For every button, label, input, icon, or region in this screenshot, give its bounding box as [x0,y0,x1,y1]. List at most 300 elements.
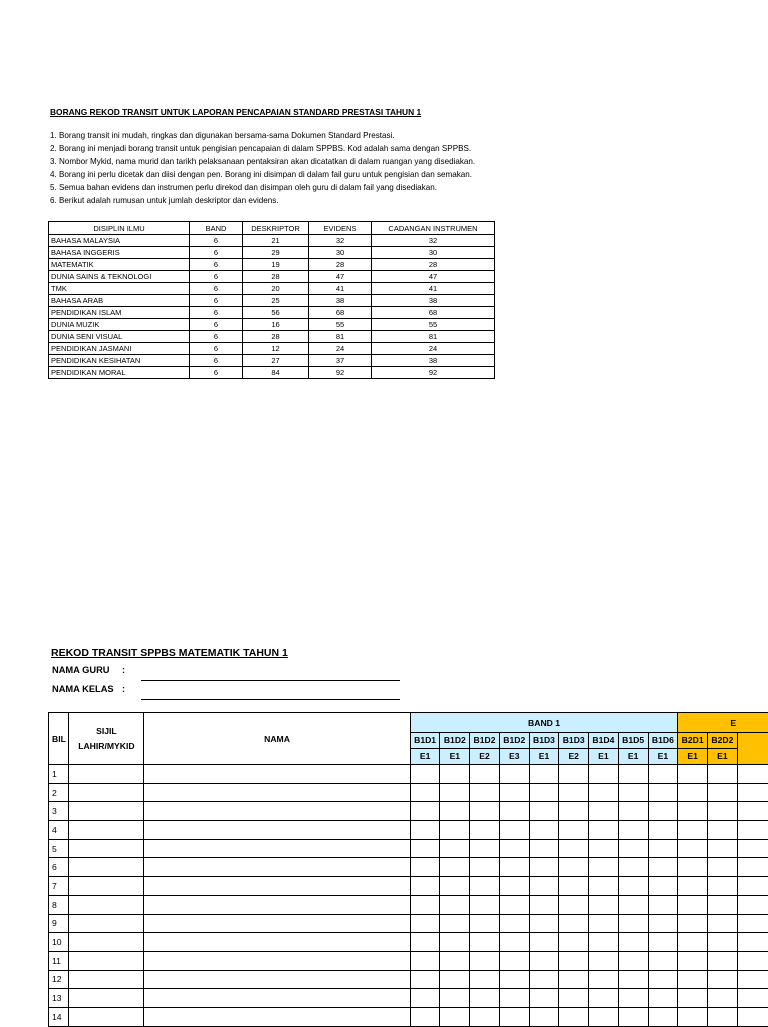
evidence-cell[interactable] [618,970,648,989]
evidence-cell[interactable] [589,1007,619,1026]
evidence-cell[interactable] [440,1007,470,1026]
table-row [49,765,768,784]
value-cell: 28 [243,331,309,343]
row-number: 9 [49,914,69,933]
evidence-cell[interactable] [708,989,738,1008]
evidence-cell[interactable] [618,802,648,821]
evidence-cell[interactable] [410,821,440,840]
mykid-cell[interactable] [69,1007,144,1026]
evidence-cell[interactable] [410,839,440,858]
mykid-cell[interactable] [69,802,144,821]
nama-cell[interactable] [144,802,410,821]
row-number: 10 [49,933,69,952]
evidence-cell[interactable] [648,802,678,821]
evidence-cell[interactable] [410,783,440,802]
evidence-cell[interactable] [678,970,708,989]
nama-cell[interactable] [144,877,410,896]
table-row [49,933,768,952]
evidence-cell[interactable] [708,914,738,933]
evidence-cell[interactable] [589,914,619,933]
evidence-cell[interactable] [648,970,678,989]
evidence-cell[interactable] [737,783,768,802]
teacher-name-row [52,665,110,675]
table-row [49,914,768,933]
instruction-line: 4. Borang ini perlu dicetak dan diisi dengan pen. Borang ini disimpan di dalam fail guru untuk pengisian dan semakan. [50,169,590,182]
evidence-cell[interactable] [529,839,559,858]
row-number: 8 [49,895,69,914]
evidence-cell[interactable] [708,933,738,952]
mykid-cell[interactable] [69,783,144,802]
table-row [49,877,768,896]
table-row [49,1007,768,1026]
mykid-cell[interactable] [69,989,144,1008]
evidence-cell[interactable] [410,989,440,1008]
value-cell: 47 [372,271,495,283]
evidence-cell[interactable] [499,933,529,952]
nama-cell[interactable] [144,914,410,933]
evidence-cell[interactable] [708,802,738,821]
evidence-cell[interactable] [440,951,470,970]
evidence-cell[interactable] [618,839,648,858]
evidence-cell[interactable] [737,821,768,840]
table-row [49,271,495,283]
evidence-cell[interactable] [499,839,529,858]
evidence-cell[interactable] [559,1007,589,1026]
evidence-cell[interactable] [470,877,500,896]
evidence-cell[interactable] [470,858,500,877]
descriptor-code: B1D6 [649,733,678,749]
descriptor-code-header [499,733,529,765]
evidence-cell[interactable] [737,802,768,821]
evidence-cell[interactable] [470,765,500,784]
table-row [49,951,768,970]
evidence-cell[interactable] [737,933,768,952]
evidence-cell[interactable] [678,914,708,933]
evidence-cell[interactable] [410,858,440,877]
evidence-cell[interactable] [678,783,708,802]
evidence-cell[interactable] [589,895,619,914]
evidence-code: E1 [589,749,618,764]
evidence-cell[interactable] [440,914,470,933]
evidence-cell[interactable] [648,821,678,840]
evidence-cell[interactable] [410,765,440,784]
evidence-cell[interactable] [470,914,500,933]
evidence-cell[interactable] [410,802,440,821]
subject-cell: PENDIDIKAN ISLAM [49,307,190,319]
evidence-cell[interactable] [737,858,768,877]
evidence-cell[interactable] [470,802,500,821]
value-cell: 6 [190,247,243,259]
evidence-cell[interactable] [648,895,678,914]
evidence-cell[interactable] [499,802,529,821]
evidence-cell[interactable] [678,895,708,914]
evidence-cell[interactable] [589,839,619,858]
value-cell: 6 [190,343,243,355]
evidence-cell[interactable] [440,839,470,858]
evidence-cell[interactable] [529,802,559,821]
value-cell: 55 [372,319,495,331]
value-cell: 6 [190,259,243,271]
evidence-cell[interactable] [618,895,648,914]
evidence-cell[interactable] [499,970,529,989]
row-number: 12 [49,970,69,989]
descriptor-code: B1D2 [440,733,469,749]
evidence-cell[interactable] [708,970,738,989]
evidence-cell[interactable] [559,933,589,952]
evidence-cell[interactable] [559,802,589,821]
evidence-cell[interactable] [648,877,678,896]
evidence-cell[interactable] [618,1007,648,1026]
evidence-cell[interactable] [499,858,529,877]
evidence-cell[interactable] [708,877,738,896]
evidence-cell[interactable] [529,989,559,1008]
evidence-cell[interactable] [589,821,619,840]
evidence-cell[interactable] [499,989,529,1008]
evidence-cell[interactable] [618,858,648,877]
mykid-cell[interactable] [69,877,144,896]
band2-header: E [678,713,768,733]
evidence-cell[interactable] [440,802,470,821]
mykid-header: SIJIL LAHIR/MYKID [69,713,144,765]
evidence-cell[interactable] [410,914,440,933]
evidence-cell[interactable] [618,989,648,1008]
evidence-cell[interactable] [559,951,589,970]
evidence-cell[interactable] [589,765,619,784]
nama-cell[interactable] [144,783,410,802]
evidence-cell[interactable] [440,970,470,989]
evidence-cell[interactable] [470,783,500,802]
subject-cell: DUNIA SAINS & TEKNOLOGI [49,271,190,283]
evidence-cell[interactable] [410,933,440,952]
subject-cell: PENDIDIKAN JASMANI [49,343,190,355]
table-row [49,319,495,331]
value-cell: 6 [190,283,243,295]
table-row [49,783,768,802]
value-cell: 28 [243,271,309,283]
value-cell: 41 [309,283,372,295]
evidence-cell[interactable] [410,951,440,970]
evidence-cell[interactable] [470,989,500,1008]
value-cell: 12 [243,343,309,355]
evidence-cell[interactable] [618,951,648,970]
evidence-cell[interactable] [678,765,708,784]
evidence-cell[interactable] [589,783,619,802]
value-cell: 24 [372,343,495,355]
evidence-cell[interactable] [529,821,559,840]
evidence-cell[interactable] [559,783,589,802]
nama-cell[interactable] [144,858,410,877]
evidence-cell[interactable] [559,914,589,933]
evidence-cell[interactable] [589,933,619,952]
mykid-cell[interactable] [69,970,144,989]
evidence-cell[interactable] [559,895,589,914]
table-row [49,235,495,247]
value-cell: 6 [190,331,243,343]
value-cell: 19 [243,259,309,271]
value-cell: 27 [243,355,309,367]
row-number: 13 [49,989,69,1008]
evidence-cell[interactable] [499,951,529,970]
evidence-cell[interactable] [470,951,500,970]
subject-cell: MATEMATIK [49,259,190,271]
value-cell: 41 [372,283,495,295]
nama-cell[interactable] [144,895,410,914]
teacher-name-label: NAMA GURU [52,665,110,675]
evidence-cell[interactable] [470,1007,500,1026]
summary-header-cell: BAND [190,222,243,235]
class-name-colon: : [122,684,125,694]
descriptor-code-header [410,733,440,765]
value-cell: 38 [309,295,372,307]
instruction-line: 5. Semua bahan evidens dan instrumen perlu direkod dan disimpan oleh guru di dalam fail yang disediakan. [50,182,590,195]
evidence-cell[interactable] [529,877,559,896]
evidence-cell[interactable] [559,765,589,784]
evidence-cell[interactable] [499,914,529,933]
evidence-code: E1 [649,749,678,764]
descriptor-code: B2D1 [678,733,707,749]
evidence-code: E1 [411,749,440,764]
class-name-field[interactable] [141,699,400,700]
evidence-cell[interactable] [708,821,738,840]
evidence-cell[interactable] [737,877,768,896]
evidence-cell[interactable] [589,802,619,821]
evidence-cell[interactable] [410,877,440,896]
subject-cell: BAHASA ARAB [49,295,190,307]
evidence-cell[interactable] [708,839,738,858]
evidence-cell[interactable] [440,858,470,877]
value-cell: 6 [190,355,243,367]
value-cell: 24 [309,343,372,355]
evidence-cell[interactable] [678,821,708,840]
evidence-cell[interactable] [529,783,559,802]
evidence-cell[interactable] [529,951,559,970]
evidence-cell[interactable] [708,895,738,914]
evidence-cell[interactable] [648,933,678,952]
evidence-cell[interactable] [618,765,648,784]
evidence-cell[interactable] [470,970,500,989]
evidence-cell[interactable] [529,933,559,952]
descriptor-code: B2D2 [708,733,737,749]
evidence-cell[interactable] [618,821,648,840]
summary-header-cell: DESKRIPTOR [243,222,309,235]
mykid-cell[interactable] [69,895,144,914]
mykid-cell[interactable] [69,933,144,952]
transit-form-title: BORANG REKOD TRANSIT UNTUK LAPORAN PENCAPAIAN STANDARD PRESTASI TAHUN 1 [50,107,421,117]
evidence-cell[interactable] [440,821,470,840]
descriptor-code: B1D2 [500,733,529,749]
nama-cell[interactable] [144,839,410,858]
value-cell: 30 [372,247,495,259]
evidence-cell[interactable] [470,933,500,952]
value-cell: 29 [243,247,309,259]
value-cell: 37 [309,355,372,367]
evidence-cell[interactable] [737,914,768,933]
nama-cell[interactable] [144,970,410,989]
evidence-cell[interactable] [648,951,678,970]
nama-cell[interactable] [144,765,410,784]
evidence-cell[interactable] [440,877,470,896]
evidence-cell[interactable] [589,970,619,989]
evidence-cell[interactable] [678,802,708,821]
evidence-cell[interactable] [440,895,470,914]
evidence-cell[interactable] [708,1007,738,1026]
descriptor-code-header [589,733,619,765]
table-row [49,821,768,840]
descriptor-code: B1D3 [559,733,588,749]
value-cell: 6 [190,367,243,379]
evidence-cell[interactable] [737,970,768,989]
evidence-cell[interactable] [529,895,559,914]
evidence-cell[interactable] [410,970,440,989]
evidence-cell[interactable] [678,1007,708,1026]
nama-cell[interactable] [144,951,410,970]
evidence-cell[interactable] [529,858,559,877]
evidence-cell[interactable] [737,839,768,858]
evidence-cell[interactable] [678,989,708,1008]
subject-cell: TMK [49,283,190,295]
evidence-cell[interactable] [499,877,529,896]
descriptor-code-header-band2 [678,733,708,765]
descriptor-code-header [470,733,500,765]
evidence-cell[interactable] [678,839,708,858]
nama-cell[interactable] [144,821,410,840]
evidence-cell[interactable] [648,783,678,802]
evidence-cell[interactable] [618,783,648,802]
evidence-cell[interactable] [499,783,529,802]
instruction-line: 3. Nombor Mykid, nama murid dan tarikh pelaksanaan pentaksiran akan dicatatkan di dalam ruangan yang disediakan. [50,156,590,169]
evidence-cell[interactable] [708,783,738,802]
row-number: 5 [49,839,69,858]
evidence-code: E3 [500,749,529,764]
evidence-cell[interactable] [440,765,470,784]
value-cell: 92 [372,367,495,379]
mykid-cell[interactable] [69,821,144,840]
value-cell: 25 [243,295,309,307]
value-cell: 68 [309,307,372,319]
table-row [49,367,495,379]
nama-cell[interactable] [144,1007,410,1026]
evidence-cell[interactable] [470,821,500,840]
value-cell: 32 [309,235,372,247]
nama-cell[interactable] [144,933,410,952]
evidence-cell[interactable] [648,765,678,784]
evidence-cell[interactable] [559,821,589,840]
evidence-cell[interactable] [737,895,768,914]
subject-cell: DUNIA SENI VISUAL [49,331,190,343]
evidence-cell[interactable] [559,877,589,896]
evidence-cell[interactable] [470,895,500,914]
evidence-cell[interactable] [410,895,440,914]
evidence-cell[interactable] [737,1007,768,1026]
nama-cell[interactable] [144,989,410,1008]
teacher-name-colon: : [122,665,125,675]
summary-table [48,221,495,379]
evidence-cell[interactable] [440,989,470,1008]
evidence-cell[interactable] [589,877,619,896]
evidence-code: E1 [619,749,648,764]
summary-header-cell: DISIPLIN ILMU [49,222,190,235]
table-row [49,970,768,989]
evidence-cell[interactable] [648,858,678,877]
evidence-cell[interactable] [708,858,738,877]
teacher-name-field[interactable] [141,680,400,681]
evidence-cell[interactable] [559,970,589,989]
evidence-cell[interactable] [440,783,470,802]
evidence-cell[interactable] [470,839,500,858]
evidence-cell[interactable] [737,951,768,970]
evidence-code: E2 [559,749,588,764]
evidence-code: E2 [470,749,499,764]
descriptor-code: B1D5 [619,733,648,749]
band1-header: BAND 1 [410,713,678,733]
descriptor-code-header [618,733,648,765]
evidence-cell[interactable] [589,989,619,1008]
evidence-cell[interactable] [708,765,738,784]
evidence-cell[interactable] [708,951,738,970]
evidence-cell[interactable] [678,951,708,970]
evidence-cell[interactable] [648,1007,678,1026]
subject-cell: BAHASA MALAYSIA [49,235,190,247]
evidence-cell[interactable] [499,821,529,840]
evidence-code: E1 [530,749,559,764]
evidence-cell[interactable] [559,839,589,858]
table-row [49,355,495,367]
value-cell: 6 [190,271,243,283]
evidence-cell[interactable] [529,1007,559,1026]
value-cell: 47 [309,271,372,283]
mykid-cell[interactable] [69,839,144,858]
table-row [49,802,768,821]
table-row [49,295,495,307]
evidence-cell[interactable] [499,895,529,914]
mykid-cell[interactable] [69,765,144,784]
descriptor-code-header [648,733,678,765]
value-cell: 84 [243,367,309,379]
evidence-cell[interactable] [737,765,768,784]
evidence-cell[interactable] [499,765,529,784]
evidence-cell[interactable] [589,951,619,970]
evidence-cell[interactable] [529,914,559,933]
evidence-cell[interactable] [648,839,678,858]
evidence-cell[interactable] [678,858,708,877]
evidence-cell[interactable] [618,877,648,896]
evidence-cell[interactable] [440,933,470,952]
subject-cell: BAHASA INGGERIS [49,247,190,259]
evidence-cell[interactable] [648,914,678,933]
mykid-cell[interactable] [69,951,144,970]
evidence-cell[interactable] [499,1007,529,1026]
evidence-cell[interactable] [648,989,678,1008]
evidence-cell[interactable] [618,914,648,933]
evidence-cell[interactable] [618,933,648,952]
mykid-cell[interactable] [69,914,144,933]
evidence-cell[interactable] [737,989,768,1008]
table-row [49,895,768,914]
evidence-cell[interactable] [559,989,589,1008]
evidence-cell[interactable] [589,858,619,877]
value-cell: 28 [372,259,495,271]
evidence-cell[interactable] [678,933,708,952]
subject-cell: PENDIDIKAN MORAL [49,367,190,379]
evidence-cell[interactable] [410,1007,440,1026]
evidence-cell[interactable] [678,877,708,896]
evidence-cell[interactable] [529,765,559,784]
evidence-cell[interactable] [559,858,589,877]
value-cell: 38 [372,295,495,307]
mykid-cell[interactable] [69,858,144,877]
evidence-cell[interactable] [529,970,559,989]
descriptor-code-header [559,733,589,765]
